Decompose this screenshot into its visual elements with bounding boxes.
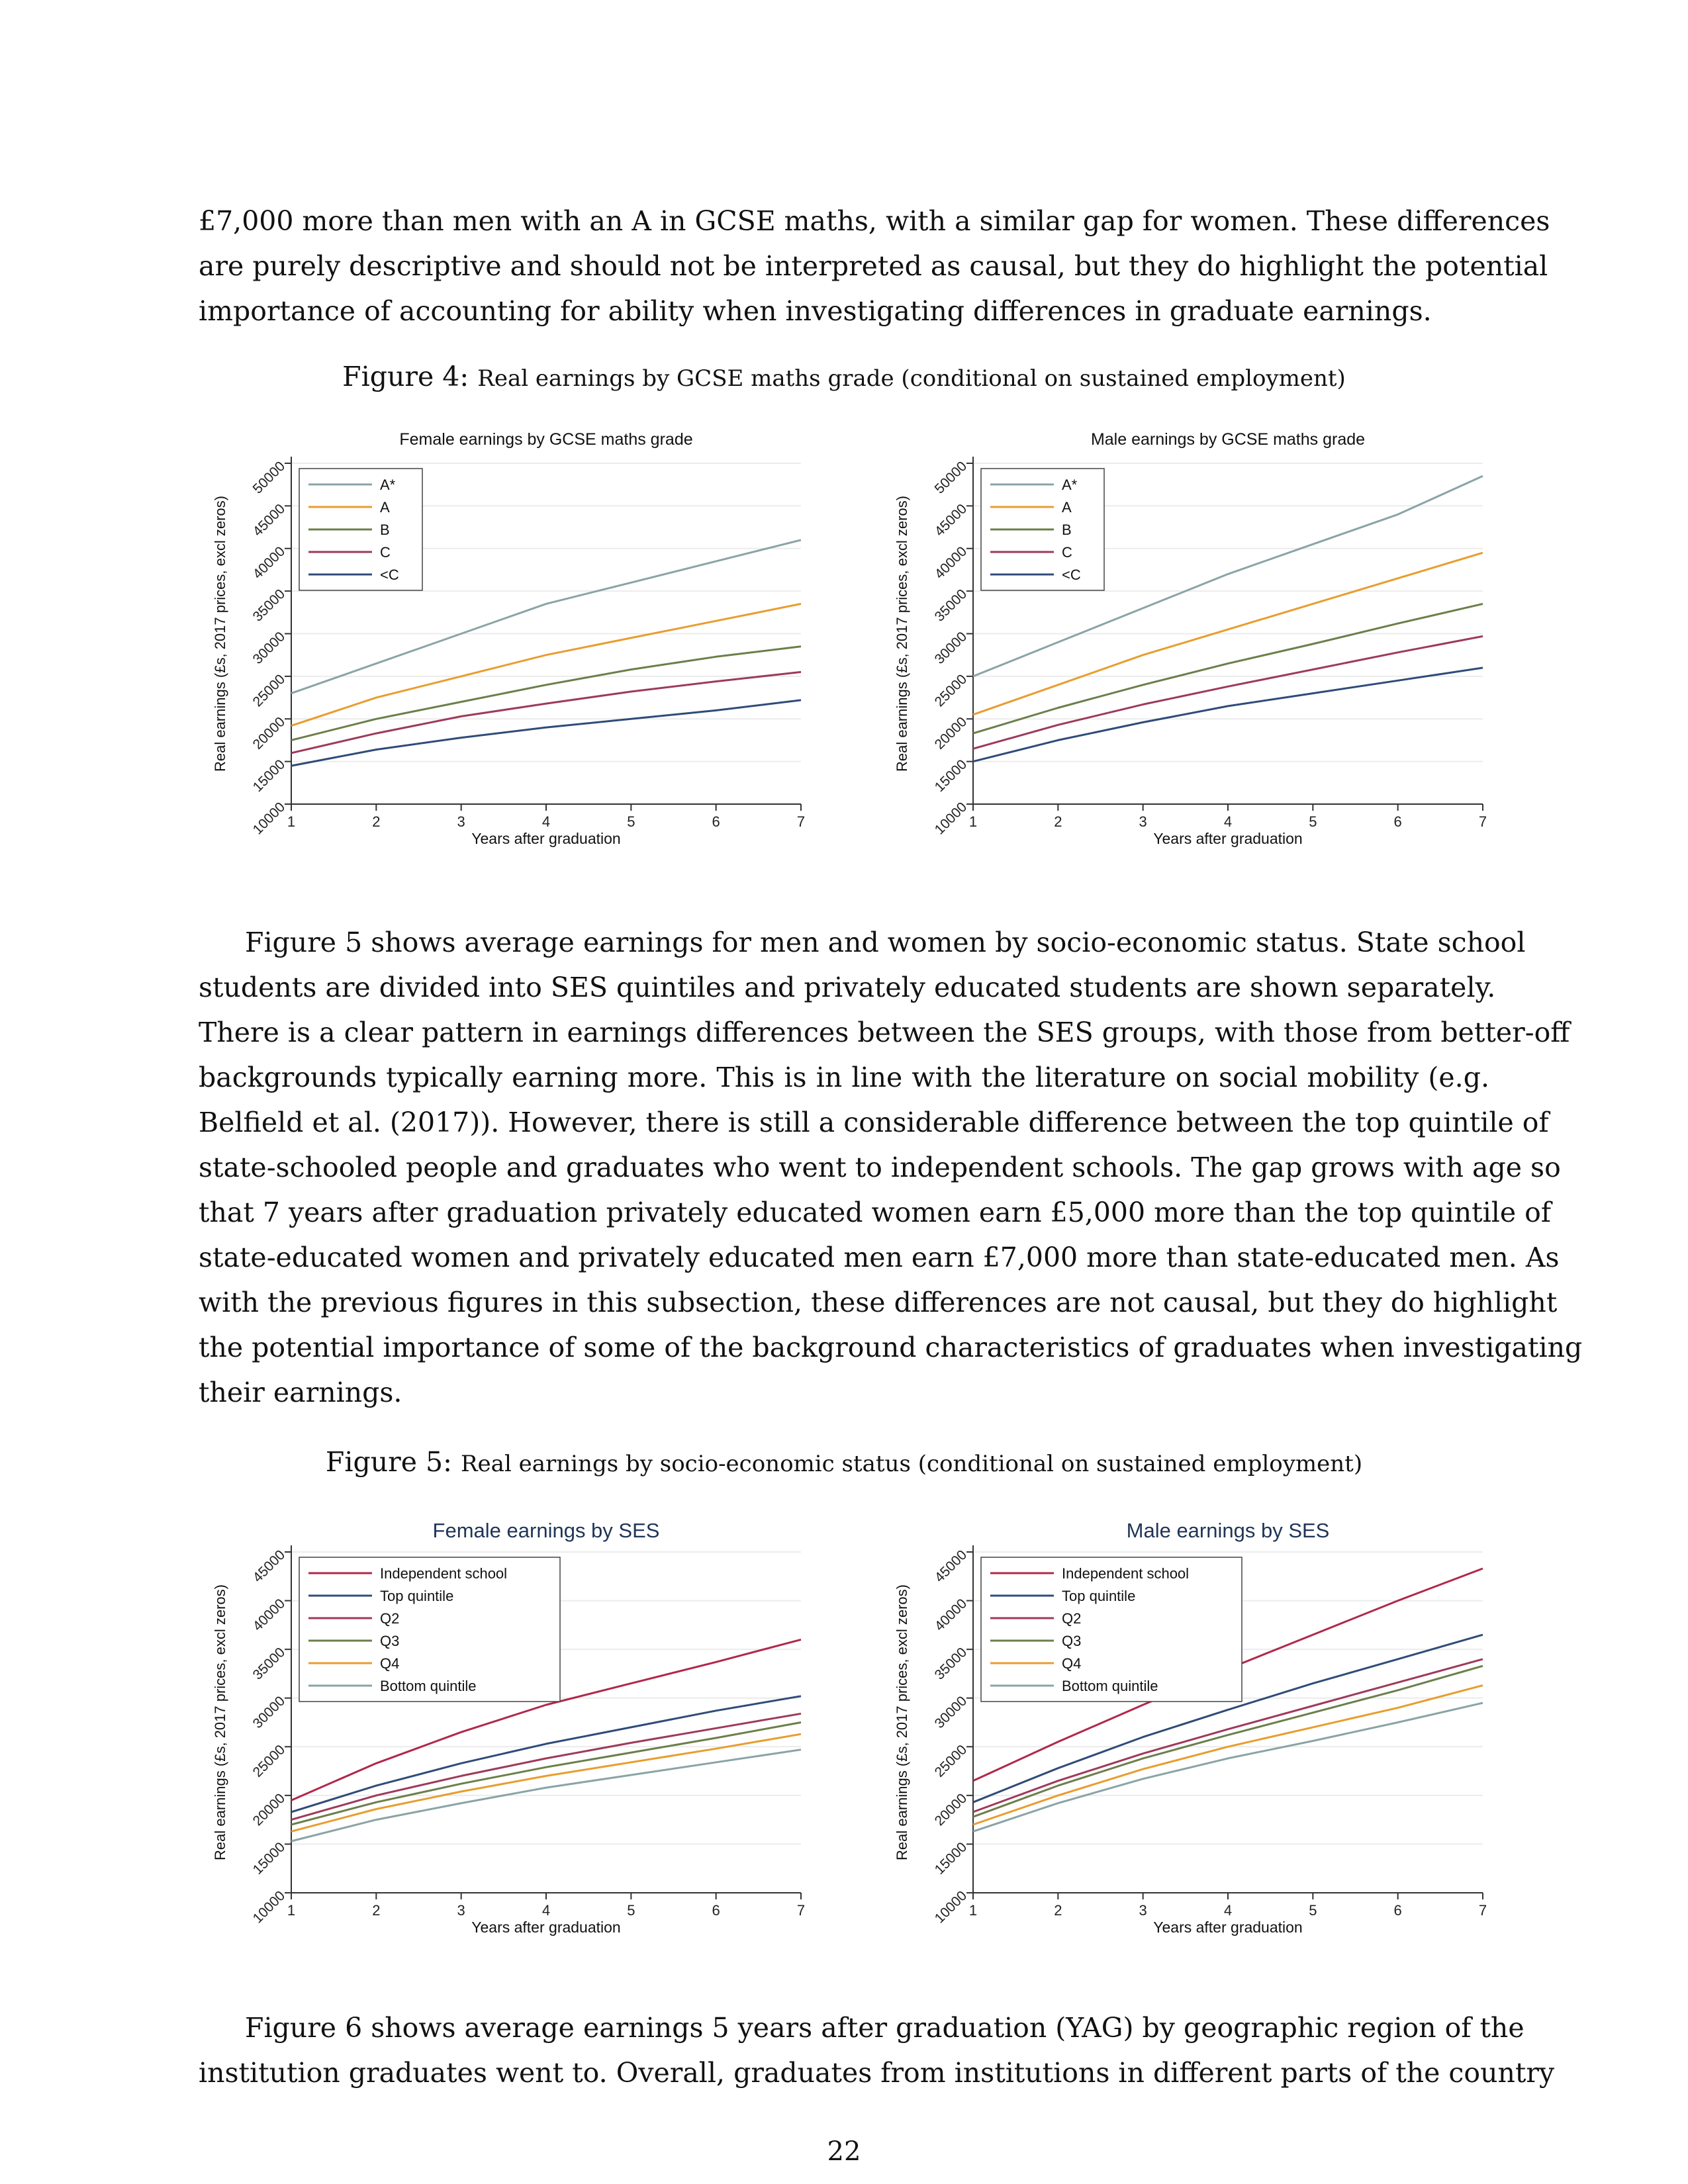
y-tick-label: 30000: [250, 629, 289, 667]
y-tick-label: 10000: [931, 799, 970, 838]
legend-label: Q4: [1062, 1655, 1082, 1672]
page-number: 22: [827, 2136, 861, 2167]
x-tick-label: 4: [541, 1902, 551, 1919]
x-tick-label: 3: [1139, 1902, 1147, 1919]
chart-title: Male earnings by SES: [1126, 1519, 1330, 1542]
text-line: Belfield et al. (2017)). However, there is still a considerable difference between the top quintile of: [199, 1107, 1549, 1138]
x-tick-label: 3: [457, 813, 465, 830]
y-tick-label: 15000: [931, 1839, 970, 1878]
text-line: the potential importance of some of the background characteristics of graduates when investigating: [199, 1332, 1583, 1363]
legend-label: <C: [1062, 567, 1081, 583]
x-tick-label: 6: [1393, 813, 1402, 830]
text-line: Figure 5 shows average earnings for men and women by socio-economic status. State school: [245, 927, 1526, 958]
legend-label: C: [1062, 544, 1072, 561]
legend-label: C: [380, 544, 391, 561]
series-line: [973, 1686, 1483, 1825]
text-line: that 7 years after graduation privately educated women earn £5,000 more than the top quintile of: [199, 1197, 1551, 1228]
text-line: importance of accounting for ability when investigating differences in graduate earnings.: [199, 295, 1432, 327]
x-tick-label: 6: [712, 1902, 720, 1919]
legend-label: Q2: [1062, 1610, 1082, 1627]
y-tick-label: 25000: [931, 671, 970, 710]
figure-4-chart-female: [199, 424, 834, 860]
figure-4-caption-text: Real earnings by GCSE maths grade (conditional on sustained employment): [477, 365, 1346, 392]
x-tick-label: 3: [457, 1902, 465, 1919]
male-ses-chart: [880, 1512, 1516, 1949]
text-line: are purely descriptive and should not be interpreted as causal, but they do highlight the potential: [199, 250, 1548, 282]
female-gcse-chart: [199, 424, 834, 860]
text-line: Figure 6 shows average earnings 5 years after graduation (YAG) by geographic region of the: [245, 2012, 1524, 2044]
x-tick-label: 2: [1054, 1902, 1062, 1919]
x-tick-label: 1: [287, 813, 296, 830]
figure-5-chart-male: [880, 1512, 1516, 1949]
figure-5-chart-female: [199, 1512, 834, 1949]
series-line: [973, 604, 1483, 733]
figure-5-caption: [0, 1446, 1688, 1478]
text-line: £7,000 more than men with an A in GCSE maths, with a similar gap for women. These differences: [199, 205, 1550, 237]
series-line: [291, 647, 801, 741]
series-line: [973, 1703, 1483, 1831]
y-tick-label: 35000: [250, 1645, 289, 1683]
y-tick-label: 50000: [250, 458, 289, 497]
y-tick-label: 20000: [250, 1790, 289, 1829]
x-tick-label: 2: [1054, 813, 1062, 830]
y-tick-label: 30000: [931, 1693, 970, 1732]
x-tick-label: 6: [1393, 1902, 1402, 1919]
y-tick-label: 40000: [250, 1596, 289, 1635]
paragraph-2: [199, 920, 1583, 1415]
y-tick-label: 25000: [931, 1742, 970, 1780]
y-axis-label: Real earnings (£s, 2017 prices, excl zeros): [894, 1584, 910, 1860]
series-line: [973, 636, 1483, 749]
x-axis-label: Years after graduation: [471, 830, 621, 847]
x-tick-label: 5: [1309, 1902, 1317, 1919]
y-tick-label: 40000: [931, 1596, 970, 1635]
y-tick-label: 20000: [250, 714, 289, 752]
y-axis-label: Real earnings (£s, 2017 prices, excl zeros): [212, 1584, 228, 1860]
figure-4-chart-male: [880, 424, 1516, 860]
x-tick-label: 7: [796, 1902, 806, 1919]
legend-label: Independent school: [380, 1565, 508, 1582]
x-tick-label: 4: [1223, 1902, 1233, 1919]
y-tick-label: 15000: [250, 756, 289, 796]
y-tick-label: 10000: [250, 1888, 289, 1927]
figure-4-caption: [0, 361, 1688, 392]
x-tick-label: 5: [1309, 813, 1317, 830]
legend-label: Q3: [380, 1633, 400, 1649]
y-axis-label: Real earnings (£s, 2017 prices, excl zeros): [212, 496, 228, 772]
x-axis-label: Years after graduation: [1153, 830, 1303, 847]
y-tick-label: 35000: [931, 1645, 970, 1683]
x-tick-label: 1: [287, 1902, 296, 1919]
text-line: There is a clear pattern in earnings differences between the SES groups, with those from better-off: [199, 1017, 1570, 1048]
y-tick-label: 35000: [931, 586, 970, 625]
text-line: institution graduates went to. Overall, graduates from institutions in different parts of the country: [199, 2057, 1555, 2089]
figure-5-label: Figure 5:: [325, 1446, 452, 1478]
figure-4-label: Figure 4:: [342, 361, 469, 392]
legend-label: Independent school: [1062, 1565, 1190, 1582]
x-axis-label: Years after graduation: [471, 1919, 621, 1936]
y-tick-label: 35000: [250, 586, 289, 625]
y-tick-label: 50000: [931, 458, 970, 497]
y-tick-label: 45000: [250, 501, 289, 539]
male-gcse-chart: [880, 424, 1516, 860]
y-tick-label: 40000: [250, 543, 289, 582]
y-tick-label: 20000: [931, 1790, 970, 1829]
legend-label: Q2: [380, 1610, 400, 1627]
series-line: [291, 700, 801, 766]
legend-label: A*: [1062, 477, 1078, 493]
y-tick-label: 10000: [931, 1888, 970, 1927]
y-tick-label: 45000: [931, 1547, 970, 1586]
text-line: students are divided into SES quintiles and privately educated students are shown separately.: [199, 972, 1496, 1003]
y-tick-label: 15000: [250, 1839, 289, 1878]
legend-label: Bottom quintile: [1062, 1678, 1158, 1694]
series-line: [291, 604, 801, 725]
x-tick-label: 5: [627, 1902, 635, 1919]
text-line: state-schooled people and graduates who went to independent schools. The gap grows with age so: [199, 1152, 1561, 1183]
text-line: with the previous figures in this subsection, these differences are not causal, but they do highlight: [199, 1287, 1558, 1318]
legend-label: A: [380, 499, 390, 516]
x-tick-label: 1: [968, 813, 978, 830]
x-tick-label: 5: [627, 813, 635, 830]
x-tick-label: 4: [541, 813, 551, 830]
legend-label: A: [1062, 499, 1072, 516]
paragraph-1: [199, 199, 1550, 334]
legend-label: <C: [380, 567, 399, 583]
x-tick-label: 3: [1139, 813, 1147, 830]
legend-label: B: [380, 522, 390, 538]
series-line: [291, 1696, 801, 1812]
y-axis-label: Real earnings (£s, 2017 prices, excl zeros): [894, 496, 910, 772]
y-tick-label: 10000: [250, 799, 289, 838]
paragraph-3: [199, 2005, 1555, 2095]
x-tick-label: 7: [1478, 813, 1487, 830]
text-line: their earnings.: [199, 1377, 402, 1408]
x-tick-label: 2: [372, 813, 381, 830]
y-tick-label: 40000: [931, 543, 970, 582]
x-axis-label: Years after graduation: [1153, 1919, 1303, 1936]
y-tick-label: 25000: [250, 671, 289, 710]
figure-5-caption-text: Real earnings by socio-economic status (conditional on sustained employment): [460, 1451, 1363, 1477]
series-line: [973, 668, 1483, 762]
y-tick-label: 15000: [931, 756, 970, 796]
chart-title: Female earnings by SES: [432, 1519, 660, 1542]
y-tick-label: 30000: [250, 1693, 289, 1732]
female-ses-chart: [199, 1512, 834, 1949]
text-line: backgrounds typically earning more. This is in line with the literature on social mobility (e.g.: [199, 1062, 1489, 1093]
legend-label: Top quintile: [380, 1588, 454, 1604]
x-tick-label: 1: [968, 1902, 978, 1919]
series-line: [291, 1734, 801, 1831]
x-tick-label: 2: [372, 1902, 381, 1919]
y-tick-label: 20000: [931, 714, 970, 752]
y-tick-label: 45000: [250, 1547, 289, 1586]
legend-label: Bottom quintile: [380, 1678, 477, 1694]
legend-label: Q4: [380, 1655, 400, 1672]
legend-label: Top quintile: [1062, 1588, 1136, 1604]
series-line: [291, 1723, 801, 1825]
chart-title: Female earnings by GCSE maths grade: [399, 430, 693, 449]
y-tick-label: 25000: [250, 1742, 289, 1780]
legend-label: A*: [380, 477, 396, 493]
y-tick-label: 30000: [931, 629, 970, 667]
x-tick-label: 4: [1223, 813, 1233, 830]
legend-label: B: [1062, 522, 1072, 538]
x-tick-label: 7: [796, 813, 806, 830]
text-line: state-educated women and privately educated men earn £7,000 more than state-educated men. As: [199, 1242, 1560, 1273]
x-tick-label: 6: [712, 813, 720, 830]
x-tick-label: 7: [1478, 1902, 1487, 1919]
chart-title: Male earnings by GCSE maths grade: [1090, 430, 1366, 449]
legend-label: Q3: [1062, 1633, 1082, 1649]
y-tick-label: 45000: [931, 501, 970, 539]
